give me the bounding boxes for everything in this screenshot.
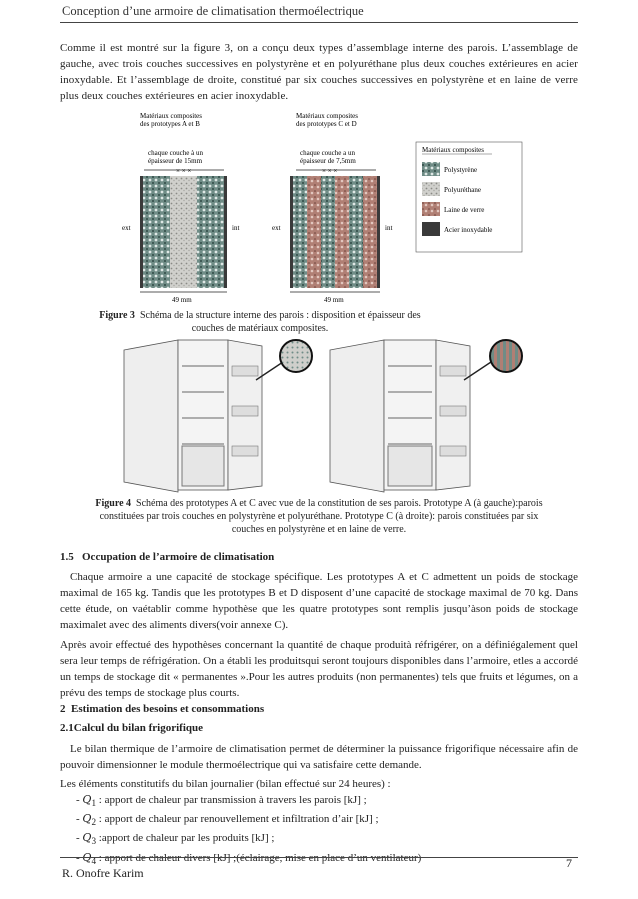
section-2-1-title: Calcul du bilan frigorifique [73, 722, 204, 734]
section-1-5-number: 1.5 [60, 551, 74, 563]
section-2-heading [60, 703, 264, 715]
footer-rule [60, 857, 578, 858]
fig3-legend-polystyrene: Polystyrène [444, 166, 478, 174]
fig3-left-title-1: Matériaux composites [140, 112, 203, 120]
running-title: Conception d’une armoire de climatisation thermoélectrique [62, 4, 364, 18]
fig3-left-title-2: des prototypes A et B [140, 120, 200, 128]
figure-4-diagram [116, 336, 536, 494]
fig3-caption-text-2: couches de matériaux composites. [191, 323, 329, 334]
fig4-caption-label: Figure 4 [95, 498, 132, 509]
header-rule [60, 22, 578, 23]
fig3-right-title-1: Matériaux composites [296, 112, 359, 120]
fig3-legend-acier: Acier inoxydable [444, 226, 493, 234]
section-1-5-title: Occupation de l’armoire de climatisation [82, 551, 275, 563]
fig3-left-ext-label: ext [122, 224, 131, 232]
fig3-legend-laine: Laine de verre [444, 206, 485, 214]
section-2-number: 2 [60, 703, 66, 715]
footer-author: R. Onofre Karim [62, 866, 144, 880]
list-item: - $Q_2$ : apport de chaleur par renouvellement et infiltration d’air [kJ] ; [76, 812, 379, 828]
section-2-1-list-intro: Les éléments constitutifs du bilan journalier (bilan effectué sur 24 heures) : [60, 778, 391, 790]
list-item: - $Q_1$ : apport de chaleur par transmission à travers les parois [kJ] ; [76, 793, 367, 809]
page-number: 7 [566, 856, 572, 870]
section-1-5-p2: Après avoir effectué des hypothèses concernant la quantité de chaque produità réfrigérer, on a définiégalement quel sera leur temps de réfrigération. On a établi les produitsqui seront toujours disponibles dans l’armoire, etles a accordé un temps de stockage dit « permanentes ».Pour les autres produits (non permanentes) tels que fruits et légumes, on a prévu des temps de stockage plus courts. [60, 639, 578, 699]
fig3-right-width: 49 mm [324, 296, 344, 304]
fig3-left-int-label: int [232, 224, 240, 232]
section-1-5-p1: Chaque armoire a une capacité de stockage spécifique. Les prototypes A et C admettent un poids de stockage maximal de 165 kg. Tandis que les prototypes B et D disposent d’une capacité de stockage maximal de 70 kg. Dans cette étude, on vaétablir comme hypothèse que les quatre prototypes sont remplis jusqu’àson poids de stockage maximalet avec des aliments divers(voir annexe C). [60, 571, 578, 631]
fig3-left-layer-polyurethane [170, 176, 197, 288]
fig3-right-title-2: des prototypes C et D [296, 120, 357, 128]
svg-text:× × ×: × × × [176, 167, 192, 175]
fig4-caption-text-1: Schéma des prototypes A et C avec vue de la constitution de ses parois. Prototype A (à gauche):parois [136, 498, 543, 509]
fig3-left-note-1: chaque couche à un [148, 149, 203, 157]
fig4-caption-text-3: couches en polystyrène et en laine de verre. [231, 524, 407, 535]
fig3-left-note-2: épaisseur de 15mm [148, 157, 203, 165]
fig3-left-layer-polystyrene-1 [143, 176, 170, 288]
section-2-1-number: 2.1 [60, 722, 74, 734]
fig3-right-int-label: int [385, 224, 393, 232]
section-2-1-heading [60, 722, 203, 734]
list-item: - $Q_3$ :apport de chaleur par les produits [kJ] ; [76, 831, 275, 847]
section-2-title: Estimation des besoins et consommations [71, 703, 265, 715]
intro-paragraph: Comme il est montré sur la figure 3, on a conçu deux types d’assemblage interne des parois. L’assemblage de gauche, avec trois couches successives en polystyrène et en polyuréthane plus deux couches extérieures en acier inoxydable. Et l’assemblage de droite, constitué par six couches successives en polystyrène et en laine de verre plus deux couches extérieures en acier inoxydable. [60, 42, 578, 102]
fig4-caption-text-2: constituées par trois couches en polystyrène et polyuréthane. Prototype C (à droite): parois constituées par six [99, 511, 539, 522]
section-2-1-p1: Le bilan thermique de l’armoire de climatisation permet de déterminer la puissance frigorifique nécessaire afin de pouvoir dimensionner le module thermoélectrique qui va satisfaire cette demande. [60, 743, 578, 771]
fridge-prototype-c [330, 340, 522, 492]
fig3-left-layer-polystyrene-2 [197, 176, 224, 288]
list-item: - $Q_4$ : apport de chaleur divers [kJ] ;(éclairage, mise en place d’un ventilateur) [76, 850, 422, 866]
fig3-caption-text-1: Schéma de la structure interne des parois : disposition et épaisseur des [139, 310, 421, 321]
figure-4-caption [60, 497, 578, 536]
section-1-5-heading [60, 551, 274, 563]
fig3-right-note-2: épaisseur de 7,5mm [300, 157, 356, 165]
figure-3-diagram [100, 112, 540, 308]
fig3-legend-title: Matériaux composites [422, 146, 485, 154]
fig3-legend-polyurethane: Polyuréthane [444, 186, 481, 194]
fig3-right-note-1: chaque couche a un [300, 149, 355, 157]
svg-text:× × ×: × × × [322, 167, 338, 175]
fig3-right-ext-label: ext [272, 224, 281, 232]
figure-3-caption [60, 309, 460, 335]
fridge-prototype-a [124, 340, 312, 492]
fig3-caption-label: Figure 3 [99, 310, 135, 321]
fig3-left-width: 49 mm [172, 296, 192, 304]
